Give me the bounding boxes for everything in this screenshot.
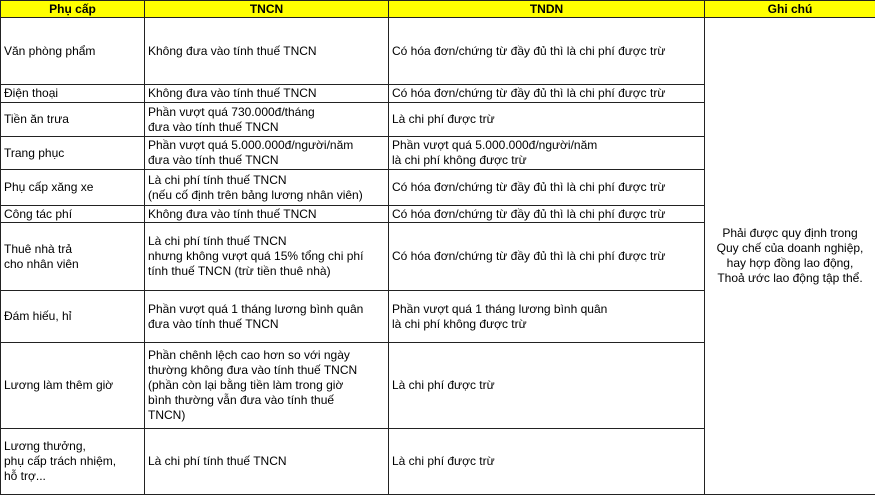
tncn-cell: Là chi phí tính thuế TNCN (nếu cố định trên bảng lương nhân viên) <box>145 170 389 206</box>
note-cell: Phải được quy định trong Quy chế của doanh nghiệp, hay hợp đồng lao động, Thoả ước lao động tập thể. <box>705 18 875 495</box>
tncn-cell: Phần vượt quá 5.000.000đ/người/năm đưa vào tính thuế TNCN <box>145 137 389 170</box>
allowance-cell: Văn phòng phẩm <box>1 18 145 85</box>
tncn-cell: Không đưa vào tính thuế TNCN <box>145 85 389 103</box>
tndn-cell: Có hóa đơn/chứng từ đầy đủ thì là chi phí được trừ <box>389 18 705 85</box>
tndn-cell: Phần vượt quá 1 tháng lương bình quân là chi phí không được trừ <box>389 291 705 343</box>
header-phu-cap: Phụ cấp <box>1 1 145 18</box>
tncn-cell: Là chi phí tính thuế TNCN <box>145 429 389 495</box>
header-tncn: TNCN <box>145 1 389 18</box>
tndn-cell: Là chi phí được trừ <box>389 343 705 429</box>
allowance-cell: Tiền ăn trưa <box>1 103 145 137</box>
tndn-cell: Là chi phí được trừ <box>389 429 705 495</box>
allowance-cell: Đám hiếu, hỉ <box>1 291 145 343</box>
allowance-cell: Lương thưởng, phụ cấp trách nhiệm, hỗ trợ... <box>1 429 145 495</box>
allowance-cell: Trang phục <box>1 137 145 170</box>
tndn-cell: Có hóa đơn/chứng từ đầy đủ thì là chi phí được trừ <box>389 206 705 223</box>
tndn-cell: Có hóa đơn/chứng từ đầy đủ thì là chi phí được trừ <box>389 223 705 291</box>
allowance-cell: Điện thoại <box>1 85 145 103</box>
tndn-cell: Có hóa đơn/chứng từ đầy đủ thì là chi phí được trừ <box>389 170 705 206</box>
header-tndn: TNDN <box>389 1 705 18</box>
header-ghi-chu: Ghi chú <box>705 1 875 18</box>
tncn-cell: Không đưa vào tính thuế TNCN <box>145 206 389 223</box>
tncn-cell: Là chi phí tính thuế TNCN nhưng không vượt quá 15% tổng chi phí tính thuế TNCN (trừ tiền thuê nhà) <box>145 223 389 291</box>
tndn-cell: Phần vượt quá 5.000.000đ/người/năm là chi phí không được trừ <box>389 137 705 170</box>
tncn-cell: Không đưa vào tính thuế TNCN <box>145 18 389 85</box>
tndn-cell: Có hóa đơn/chứng từ đầy đủ thì là chi phí được trừ <box>389 85 705 103</box>
header-row <box>1 1 875 18</box>
table-row <box>1 18 875 85</box>
tncn-cell: Phần vượt quá 730.000đ/tháng đưa vào tính thuế TNCN <box>145 103 389 137</box>
allowance-cell: Công tác phí <box>1 206 145 223</box>
tndn-cell: Là chi phí được trừ <box>389 103 705 137</box>
allowance-cell: Phụ cấp xăng xe <box>1 170 145 206</box>
allowance-cell: Thuê nhà trả cho nhân viên <box>1 223 145 291</box>
allowance-cell: Lương làm thêm giờ <box>1 343 145 429</box>
tncn-cell: Phần vượt quá 1 tháng lương bình quân đưa vào tính thuế TNCN <box>145 291 389 343</box>
tncn-cell: Phần chênh lệch cao hơn so với ngày thường không đưa vào tính thuế TNCN (phần còn lại bằng tiền làm trong giờ bình thường vẫn đưa vào tính thuế TNCN) <box>145 343 389 429</box>
